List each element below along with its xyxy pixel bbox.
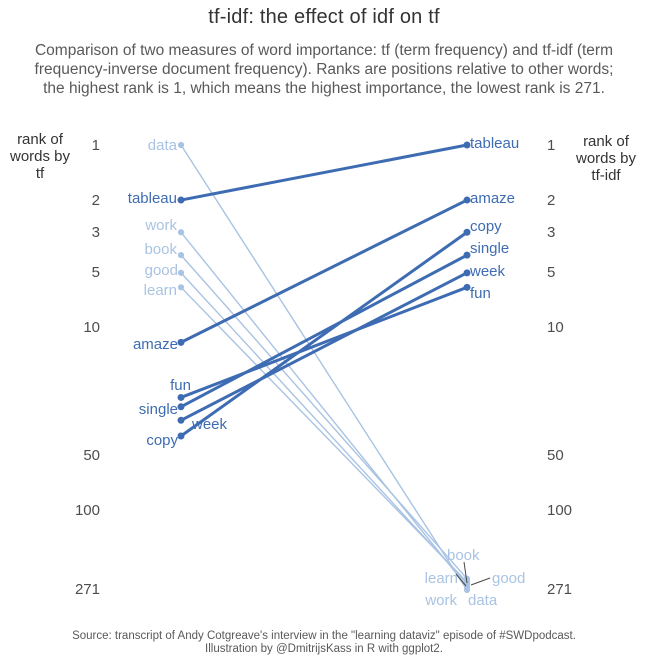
left-tick-label-2: 2 <box>91 191 100 209</box>
label-leader-line <box>471 578 490 585</box>
word-label-left-work: work <box>145 216 177 234</box>
word-label-right-learn: learn <box>424 569 458 587</box>
word-label-right-data: data <box>468 591 498 609</box>
word-label-left-amaze: amaze <box>132 335 178 353</box>
point-tf-tableau <box>178 197 185 204</box>
point-tf-single <box>178 403 185 410</box>
word-label-left-week: week <box>192 415 228 433</box>
chart-subtitle-line-1: Comparison of two measures of word importance: tf (term frequency) and tf-idf (term <box>34 42 614 59</box>
right-tick-label-2: 2 <box>547 191 556 209</box>
word-label-right-fun: fun <box>470 284 491 302</box>
right-axis-title-line-1: rank of <box>583 133 629 150</box>
point-tf-week <box>178 417 185 424</box>
right-tick-label-100: 100 <box>547 502 573 520</box>
chart-subtitle-line-2: frequency-inverse document frequency). Ranks are positions relative to other words; <box>34 61 614 78</box>
word-label-left-good: good <box>144 261 178 279</box>
slope-line-amaze <box>181 200 467 342</box>
right-tick-label-5: 5 <box>547 264 556 282</box>
point-tf-learn <box>178 284 184 290</box>
word-label-right-week: week <box>470 262 506 280</box>
slope-line-work <box>181 232 467 586</box>
point-tf-copy <box>178 433 185 440</box>
slope-line-tableau <box>181 145 467 200</box>
caption-source-line: Source: transcript of Andy Cotgreave's interview in the "learning dataviz" episode of #SWDpodcast. <box>72 630 576 642</box>
word-label-left-data: data <box>147 136 177 154</box>
left-axis-title-line-2: words by <box>9 148 71 165</box>
point-tf-good <box>178 270 184 276</box>
word-label-left-book: book <box>144 240 177 258</box>
point-tf-amaze <box>178 339 185 346</box>
left-tick-label-10: 10 <box>83 319 100 337</box>
point-tf-fun <box>178 394 185 401</box>
point-tf-book <box>178 252 184 258</box>
point-tf-data <box>178 142 184 148</box>
left-tick-label-1: 1 <box>91 136 100 154</box>
word-label-right-work: work <box>425 591 457 609</box>
word-label-right-good: good <box>492 569 526 587</box>
left-axis-title-line-1: rank of <box>17 131 63 148</box>
word-label-left-single: single <box>138 400 178 418</box>
word-label-right-copy: copy <box>470 217 502 235</box>
word-label-right-tableau: tableau <box>470 134 520 152</box>
caption-credit-line: Illustration by @DmitrijsKass in R with ggplot2. <box>205 643 443 655</box>
right-axis-title-line-2: words by <box>575 150 637 167</box>
chart-subtitle-line-3: the highest rank is 1, which means the highest importance, the lowest rank is 271. <box>43 80 605 97</box>
left-axis-title-line-3: tf <box>35 165 45 182</box>
left-tick-label-3: 3 <box>91 223 100 241</box>
slope-line-data <box>181 145 467 590</box>
right-tick-label-1: 1 <box>547 136 556 154</box>
word-label-left-learn: learn <box>143 281 177 299</box>
right-tick-label-50: 50 <box>547 447 564 465</box>
left-tick-label-100: 100 <box>74 502 100 520</box>
right-tick-label-3: 3 <box>547 223 556 241</box>
left-tick-label-5: 5 <box>91 264 100 282</box>
point-tf-work <box>178 229 184 235</box>
word-label-right-single: single <box>470 239 510 257</box>
word-label-left-tableau: tableau <box>127 189 177 207</box>
right-tick-label-271: 271 <box>547 581 573 599</box>
right-tick-label-10: 10 <box>547 319 564 337</box>
word-label-left-fun: fun <box>170 376 191 394</box>
left-tick-label-271: 271 <box>74 581 100 599</box>
word-label-left-copy: copy <box>146 431 178 449</box>
chart-title: tf-idf: the effect of idf on tf <box>208 6 440 28</box>
slope-line-copy <box>181 232 467 436</box>
right-axis-title-line-3: tf-idf <box>591 167 621 184</box>
chart-caption <box>0 630 648 656</box>
word-label-right-book: book <box>447 546 480 564</box>
left-tick-label-50: 50 <box>83 447 100 465</box>
slope-line-week <box>181 273 467 420</box>
word-label-right-amaze: amaze <box>470 189 516 207</box>
